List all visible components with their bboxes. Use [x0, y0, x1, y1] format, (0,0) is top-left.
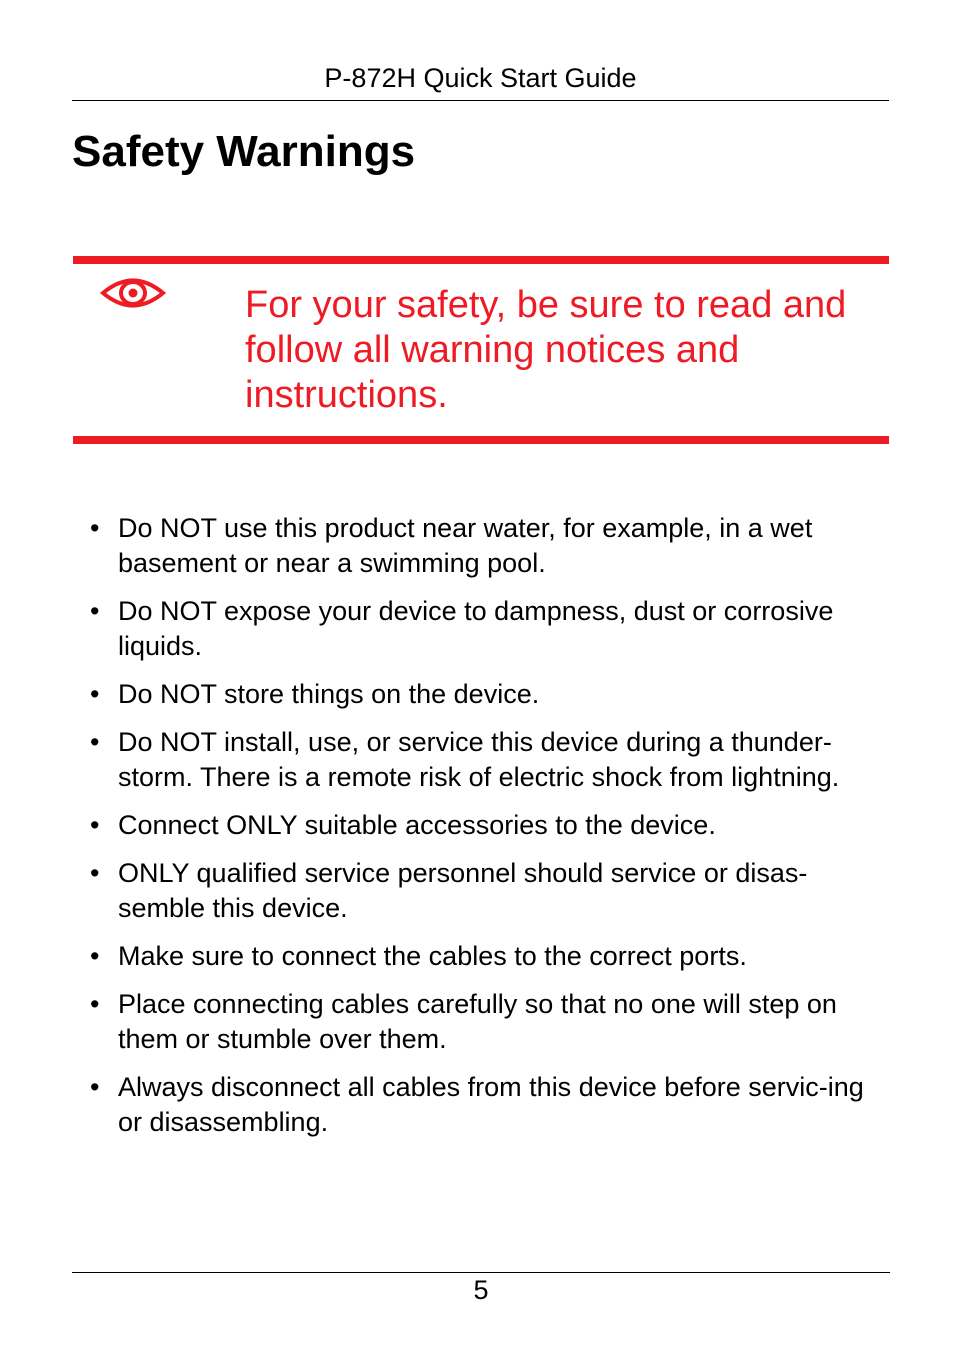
- list-item: [90, 939, 890, 974]
- list-item-text: Do NOT use this product near water, for example, in a wet basement or near a swimming pool.: [118, 513, 813, 578]
- bullet-icon: •: [90, 858, 100, 888]
- list-item: [90, 987, 890, 1057]
- list-item-text: Do NOT install, use, or service this device during a thunder-storm. There is a remote risk of electric shock from lightning.: [118, 727, 840, 792]
- eye-icon: [100, 274, 166, 314]
- safety-bullet-list: [90, 511, 890, 1153]
- page-title: Safety Warnings: [72, 127, 416, 176]
- warning-text: For your safety, be sure to read and follow all warning notices and instructions.: [245, 284, 847, 416]
- list-item: [90, 856, 890, 926]
- bullet-icon: •: [90, 727, 100, 757]
- list-item: [90, 725, 890, 795]
- list-item: [90, 594, 890, 664]
- list-item-text: Always disconnect all cables from this device before servic-ing or disassembling.: [118, 1072, 864, 1137]
- bullet-icon: •: [90, 679, 100, 709]
- bullet-icon: •: [90, 596, 100, 626]
- page-number: 5: [473, 1275, 489, 1305]
- list-item-text: Do NOT expose your device to dampness, dust or corrosive liquids.: [118, 596, 834, 661]
- list-item: [90, 511, 890, 581]
- bullet-icon: •: [90, 989, 100, 1019]
- list-item-text: Connect ONLY suitable accessories to the device.: [118, 810, 716, 840]
- page-footer: [72, 1272, 890, 1305]
- list-item: [90, 1070, 890, 1140]
- list-item-text: ONLY qualified service personnel should service or disas-semble this device.: [118, 858, 808, 923]
- bullet-icon: •: [90, 810, 100, 840]
- header-title: P-872H Quick Start Guide: [324, 63, 637, 93]
- list-item: [90, 808, 890, 843]
- page-header: [72, 58, 889, 101]
- list-item: [90, 677, 890, 712]
- bullet-icon: •: [90, 941, 100, 971]
- list-item-text: Do NOT store things on the device.: [118, 679, 540, 709]
- bullet-icon: •: [90, 1072, 100, 1102]
- list-item-text: Make sure to connect the cables to the correct ports.: [118, 941, 747, 971]
- list-item-text: Place connecting cables carefully so that no one will step on them or stumble over them.: [118, 989, 837, 1054]
- safety-warning-box: [73, 256, 889, 444]
- bullet-icon: •: [90, 513, 100, 543]
